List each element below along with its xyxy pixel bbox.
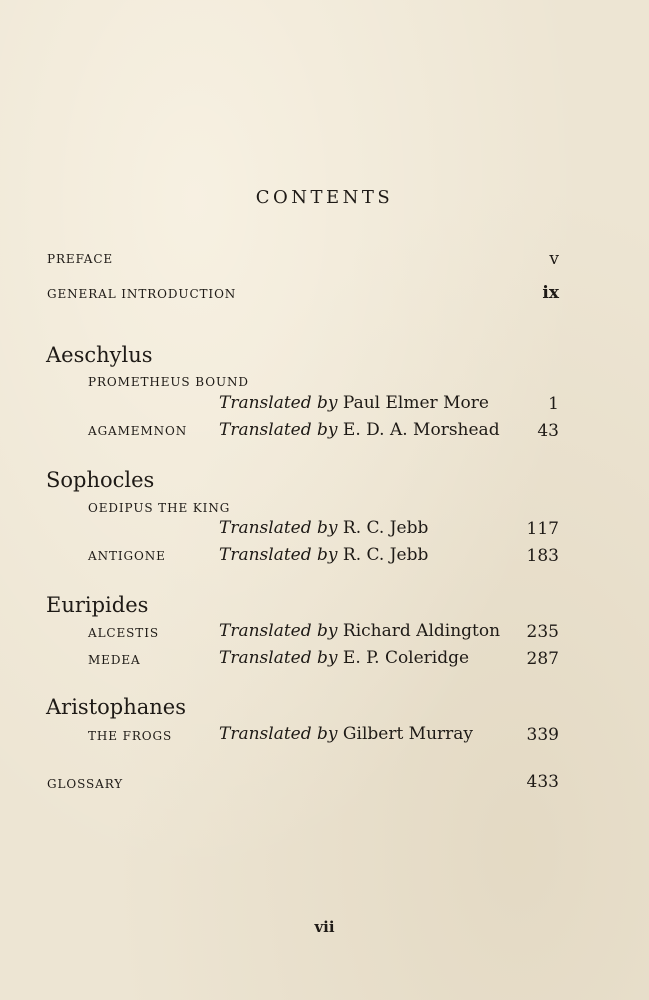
translated-by-label: Translated by [219,724,338,744]
play-title-agamemnon: AGAMEMNON [88,424,188,438]
translator-name: Gilbert Murray [342,724,474,744]
toc-entry-general-introduction: GENERAL INTRODUCTION [47,287,237,301]
play-title-the-frogs: THE FROGS [88,729,173,743]
toc-page-glossary: 433 [526,772,559,792]
toc-page-agamemnon: 43 [537,421,559,441]
translated-by-label: Translated by [219,545,338,565]
translator-name: E. P. Coleridge [342,648,470,668]
translator-line-agamemnon [219,420,500,440]
toc-page-general-introduction: ix [542,283,559,303]
translator-line-the-frogs [219,724,473,744]
toc-page-alcestis: 235 [526,622,559,642]
translated-by-label: Translated by [219,648,338,668]
play-title-medea: MEDEA [88,653,141,667]
translator-name: Richard Aldington [342,621,501,641]
toc-entry-preface: PREFACE [47,252,114,266]
translator-line-medea [219,648,469,668]
toc-page-medea: 287 [526,649,559,669]
translated-by-label: Translated by [219,393,338,413]
toc-page-oedipus-the-king: 117 [526,519,559,539]
page-number: vii [314,918,335,936]
author-aeschylus: Aeschylus [46,343,153,367]
translated-by-label: Translated by [219,518,338,538]
translator-line-prometheus-bound [219,393,489,413]
page-title: CONTENTS [255,187,394,208]
translator-name: R. C. Jebb [342,545,429,565]
translator-line-antigone [219,545,428,565]
toc-page-antigone: 183 [526,546,559,566]
translator-name: E. D. A. Morshead [342,420,500,440]
play-title-prometheus-bound: PROMETHEUS BOUND [88,375,249,389]
translator-line-oedipus-the-king [219,518,428,538]
toc-page-preface: v [549,249,559,269]
translator-name: R. C. Jebb [342,518,429,538]
author-euripides: Euripides [46,593,149,617]
translator-line-alcestis [219,621,500,641]
translated-by-label: Translated by [219,420,338,440]
translator-name: Paul Elmer More [342,393,489,413]
toc-page-prometheus-bound: 1 [548,394,559,414]
toc-page-the-frogs: 339 [526,725,559,745]
play-title-oedipus-the-king: OEDIPUS THE KING [88,501,231,515]
play-title-antigone: ANTIGONE [88,549,166,563]
play-title-alcestis: ALCESTIS [88,626,159,640]
author-sophocles: Sophocles [46,468,155,492]
author-aristophanes: Aristophanes [46,695,186,719]
toc-entry-glossary: GLOSSARY [47,777,124,791]
translated-by-label: Translated by [219,621,338,641]
